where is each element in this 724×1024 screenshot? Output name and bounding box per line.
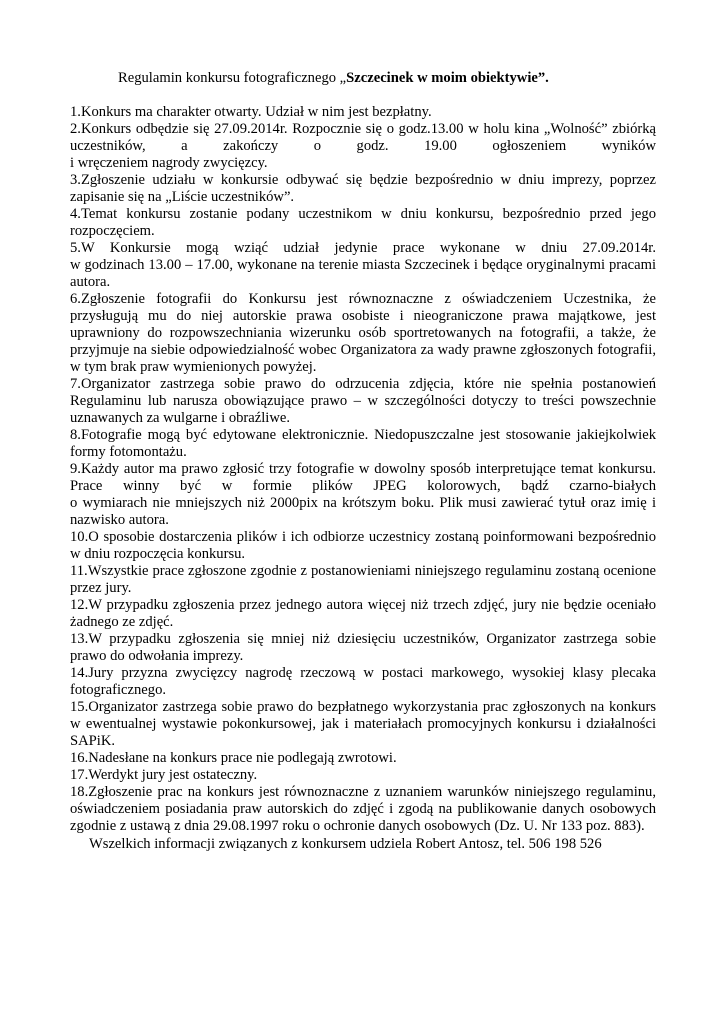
rule-line: 1.Konkurs ma charakter otwarty. Udział w nim jest bezpłatny.	[70, 104, 432, 120]
rule-item	[70, 172, 656, 206]
rule-line: 10.O sposobie dostarczenia plików i ich odbiorze uczestnicy zostaną poinformowani bezpośrednio	[70, 529, 656, 545]
rule-line: prawo do odwołania imprezy.	[70, 648, 244, 664]
rule-line: zapisanie się na „Liście uczestników”.	[70, 189, 295, 205]
rule-line: 11.Wszystkie prace zgłoszone zgodnie z postanowieniami niniejszego regulaminu zostaną ocenione	[70, 563, 656, 579]
rule-line: zgodnie z ustawą z dnia 29.08.1997 roku o ochronie danych osobowych (Dz. U. Nr 133 poz. 883).	[70, 818, 645, 834]
rule-line: w ewentualnej wystawie pokonkursowej, jak i materiałach promocyjnych konkursu i działalności	[70, 716, 656, 732]
rule-item	[70, 121, 656, 172]
rule-item	[70, 563, 656, 597]
rule-line: 9.Każdy autor ma prawo zgłosić trzy fotografie w dowolny sposób interpretujące temat konkursu.	[70, 461, 656, 477]
rule-line: 2.Konkurs odbędzie się 27.09.2014r. Rozpocznie się o godz.13.00 w holu kina „Wolność” zbiórką	[70, 121, 656, 137]
rule-line: Regulaminu lub narusza obowiązujące prawo – w szczególności dotyczy to treści powszechnie	[70, 393, 656, 409]
rule-line: żadnego ze zdjęć.	[70, 614, 174, 630]
rule-item	[70, 699, 656, 750]
rule-line: przyjmuje na siebie odpowiedzialność wobec Organizatora za wady prawne zgłoszonych fotografii,	[70, 342, 656, 358]
rule-line: rozpoczęciem.	[70, 223, 155, 239]
title-competition-name: Szczecinek w moim obiektywie”.	[346, 70, 549, 86]
rule-line: 3.Zgłoszenie udziału w konkursie odbywać się będzie bezpośrednio w dniu imprezy, poprzez	[70, 172, 656, 188]
rule-line: autora.	[70, 274, 111, 290]
rule-line: przez jury.	[70, 580, 132, 596]
rule-line: 4.Temat konkursu zostanie podany uczestnikom w dniu konkursu, bezpośrednio przed jego	[70, 206, 656, 222]
rule-item	[70, 206, 656, 240]
rule-line: fotograficznego.	[70, 682, 167, 698]
rule-line: 16.Nadesłane na konkurs prace nie podlegają zwrotowi.	[70, 750, 397, 766]
document-title	[118, 70, 678, 87]
rule-line: 6.Zgłoszenie fotografii do Konkursu jest równoznaczne z oświadczeniem Uczestnika, że	[70, 291, 656, 307]
rule-line: w tym brak praw wymienionych powyżej.	[70, 359, 317, 375]
rule-item	[70, 784, 656, 835]
rule-line: w dniu rozpoczęcia konkursu.	[70, 546, 246, 562]
rule-line: uznawanych za wulgarne i obraźliwe.	[70, 410, 291, 426]
rule-line: 17.Werdykt jury jest ostateczny.	[70, 767, 258, 783]
rule-line: 13.W przypadku zgłoszenia się mniej niż dziesięciu uczestników, Organizator zastrzega sobie	[70, 631, 656, 647]
contact-footer: Wszelkich informacji związanych z konkursem udziela Robert Antosz, tel. 506 198 526	[89, 836, 602, 852]
rule-line: w godzinach 13.00 – 17.00, wykonane na terenie miasta Szczecinek i będące oryginalnymi pracami	[70, 257, 656, 273]
rule-line: uczestników, a zakończy o godz. 19.00 ogłoszeniem wyników	[70, 138, 656, 154]
rule-item	[70, 767, 656, 784]
rule-item	[70, 427, 656, 461]
rule-item	[70, 376, 656, 427]
rule-item	[70, 461, 656, 529]
rule-item	[70, 240, 656, 291]
rule-line: 12.W przypadku zgłoszenia przez jednego autora więcej niż trzech zdjęć, jury nie będzie oceniało	[70, 597, 656, 613]
rule-line: 14.Jury przyzna zwycięzcy nagrodę rzeczową w postaci markowego, wysokiej klasy plecaka	[70, 665, 656, 681]
rule-line: nazwisko autora.	[70, 512, 169, 528]
rule-item	[70, 597, 656, 631]
rule-line: 7.Organizator zastrzega sobie prawo do odrzucenia zdjęcia, które nie spełnia postanowień	[70, 376, 656, 392]
rule-item	[70, 665, 656, 699]
rule-line: oświadczeniem posiadania praw autorskich do zdjęć i zgodą na publikowanie danych osobowych	[70, 801, 656, 817]
rule-line: o wymiarach nie mniejszych niż 2000pix na krótszym boku. Plik musi zawierać tytuł oraz imię i	[70, 495, 656, 511]
rule-line: i wręczeniem nagrody zwycięzcy.	[70, 155, 268, 171]
rule-item	[70, 750, 656, 767]
rule-item	[70, 529, 656, 563]
rule-line: 18.Zgłoszenie prac na konkurs jest równoznaczne z uznaniem warunków niniejszego regulaminu,	[70, 784, 656, 800]
rule-line: 15.Organizator zastrzega sobie prawo do bezpłatnego wykorzystania prac zgłoszonych na konkurs	[70, 699, 656, 715]
rule-line: formy fotomontażu.	[70, 444, 187, 460]
rules-list	[70, 104, 656, 835]
rule-line: uprawniony do rozpowszechniania wizerunku osób sportretowanych na fotografii, a także, że	[70, 325, 656, 341]
rule-item	[70, 631, 656, 665]
rule-item	[70, 291, 656, 376]
rule-line: 5.W Konkursie mogą wziąć udział jedynie prace wykonane w dniu 27.09.2014r.	[70, 240, 656, 256]
rule-item	[70, 104, 656, 121]
rule-line: przysługują mu do niej autorskie prawa osobiste i nieograniczone prawa majątkowe, jest	[70, 308, 656, 324]
rule-line: 8.Fotografie mogą być edytowane elektronicznie. Niedopuszczalne jest stosowanie jakiejkolwiek	[70, 427, 656, 443]
title-prefix: Regulamin konkursu fotograficznego „	[118, 70, 347, 86]
rule-line: Prace winny być w formie plików JPEG kolorowych, bądź czarno-białych	[70, 478, 656, 494]
rule-line: SAPiK.	[70, 733, 116, 749]
